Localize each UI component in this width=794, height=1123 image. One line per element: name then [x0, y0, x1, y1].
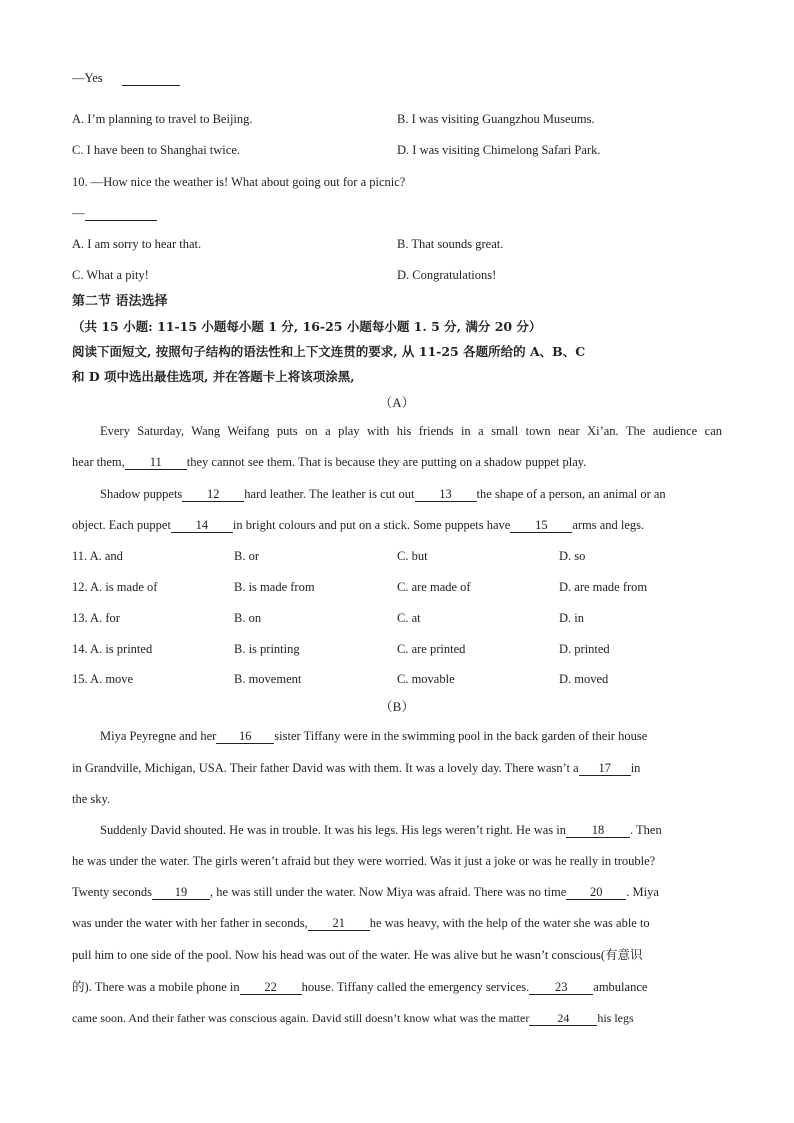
q14-option-c[interactable]: C. are printed [397, 642, 466, 656]
q10-option-d[interactable]: D. Congratulations! [397, 268, 497, 282]
blank-21[interactable]: 21 [308, 916, 370, 931]
text-segment: in bright colours and put on a stick. Some puppets have [232, 518, 511, 532]
text-segment: hear them, [72, 455, 125, 469]
q9-option-c[interactable]: C. I have been to Shanghai twice. [72, 143, 241, 157]
q15-option-d[interactable]: D. moved [559, 672, 609, 686]
passage-b-line8: pull him to one side of the pool. Now his head was out of the water. He was alive but he wasn’t conscious(有意识 [72, 948, 643, 962]
text-segment: object. Each puppet [72, 518, 171, 532]
text-segment: sister Tiffany were in the swimming pool in the back garden of their house [274, 729, 648, 743]
q13-option-b[interactable]: B. on [234, 611, 262, 625]
q13-option-c[interactable]: C. at [397, 611, 421, 625]
passage-a-line4 [72, 517, 644, 533]
q10-option-b[interactable]: B. That sounds great. [397, 237, 504, 251]
q14-option-d[interactable]: D. printed [559, 642, 610, 656]
q9-reply: —Yes [72, 71, 103, 85]
text-segment: in Grandville, Michigan, USA. Their father David was with them. It was a lovely day. There wasn’t a [72, 761, 579, 775]
text-segment: Miya Peyregne and her [100, 729, 217, 743]
blank-23[interactable]: 23 [529, 980, 593, 995]
text-segment: ambulance [593, 980, 648, 994]
q15-option-a[interactable]: 15. A. move [72, 672, 134, 686]
q14-option-a[interactable]: 14. A. is printed [72, 642, 153, 656]
q10-option-c[interactable]: C. What a pity! [72, 268, 149, 282]
q15-option-b[interactable]: B. movement [234, 672, 302, 686]
blank-16[interactable]: 16 [216, 729, 274, 744]
passage-b-line4 [100, 822, 662, 838]
text-segment: Shadow puppets [100, 487, 183, 501]
blank-20[interactable]: 20 [566, 885, 626, 900]
passage-b-line2 [72, 760, 640, 776]
q10-option-a[interactable]: A. I am sorry to hear that. [72, 237, 202, 251]
passage-b-line5: he was under the water. The girls weren’t afraid but they were worried. Was it just a joke or was he really in trouble? [72, 854, 656, 868]
blank-24[interactable]: 24 [529, 1011, 597, 1026]
section-score-note: （共 15 小题: 11-15 小题每小题 1 分, 16-25 小题每小题 1. 5 分, 满分 20 分） [72, 319, 542, 334]
q11-option-a[interactable]: 11. A. and [72, 549, 123, 563]
section-title: 第二节 语法选择 [72, 294, 168, 309]
text-segment: 的). There was a mobile phone in [72, 980, 240, 994]
passage-a-line3 [100, 486, 666, 502]
text-segment: they cannot see them. That is because they are putting on a shadow puppet play. [186, 455, 587, 469]
blank-15[interactable]: 15 [510, 518, 572, 533]
text-segment: was under the water with her father in seconds, [72, 916, 308, 930]
q12-option-d[interactable]: D. are made from [559, 580, 648, 594]
q9-answer-blank[interactable] [122, 71, 180, 86]
q13-option-a[interactable]: 13. A. for [72, 611, 120, 625]
q10-question: 10. —How nice the weather is! What about going out for a picnic? [72, 175, 406, 189]
text-segment: hard leather. The leather is cut out [244, 487, 415, 501]
text-segment: arms and legs. [572, 518, 645, 532]
passage-a-line2 [72, 454, 586, 470]
passage-b-line9 [72, 979, 647, 995]
q9-option-a[interactable]: A. I’m planning to travel to Beijing. [72, 112, 253, 126]
passage-b-line3: the sky. [72, 792, 111, 806]
text-segment: , he was still under the water. Now Miya was afraid. There was no time [210, 885, 567, 899]
text-segment: . Miya [626, 885, 659, 899]
section-instruction-line2: 和 D 项中选出最佳选项, 并在答题卡上将该项涂黑, [72, 369, 355, 384]
q12-option-c[interactable]: C. are made of [397, 580, 471, 594]
text-segment: his legs [597, 1011, 634, 1025]
passage-b-line7 [72, 915, 650, 931]
text-segment: in [630, 761, 641, 775]
blank-14[interactable]: 14 [171, 518, 233, 533]
passage-b-heading: （B） [379, 699, 415, 714]
passage-b-line1 [100, 728, 647, 744]
text-segment: . Then [630, 823, 662, 837]
text-segment: he was heavy, with the help of the water she was able to [369, 916, 650, 930]
q13-option-d[interactable]: D. in [559, 611, 584, 625]
passage-a-heading: （A） [379, 395, 415, 410]
q12-option-a[interactable]: 12. A. is made of [72, 580, 158, 594]
text-segment: the shape of a person, an animal or an [476, 487, 666, 501]
blank-12[interactable]: 12 [182, 487, 244, 502]
q11-option-d[interactable]: D. so [559, 549, 586, 563]
text-segment: came soon. And their father was conscious again. David still doesn’t know what was the matter [72, 1011, 530, 1025]
text-segment: Twenty seconds [72, 885, 153, 899]
blank-18[interactable]: 18 [566, 823, 630, 838]
blank-13[interactable]: 13 [415, 487, 477, 502]
blank-19[interactable]: 19 [152, 885, 210, 900]
q10-reply-line [72, 205, 157, 221]
q15-option-c[interactable]: C. movable [397, 672, 455, 686]
blank-17[interactable]: 17 [579, 761, 631, 776]
q9-reply-line [72, 70, 180, 86]
passage-b-line6 [72, 884, 659, 900]
q9-option-d[interactable]: D. I was visiting Chimelong Safari Park. [397, 143, 601, 157]
blank-11[interactable]: 11 [125, 455, 187, 470]
passage-a-line1: Every Saturday, Wang Weifang puts on a play with his friends in a small town near Xi’an. The audience can [100, 424, 722, 438]
q12-option-b[interactable]: B. is made from [234, 580, 315, 594]
blank-22[interactable]: 22 [240, 980, 302, 995]
q9-option-b[interactable]: B. I was visiting Guangzhou Museums. [397, 112, 595, 126]
text-segment: house. Tiffany called the emergency services. [301, 980, 530, 994]
text-segment: Suddenly David shouted. He was in trouble. It was his legs. His legs weren’t right. He was in [100, 823, 567, 837]
q11-option-b[interactable]: B. or [234, 549, 259, 563]
passage-b-line10 [72, 1010, 634, 1026]
q14-option-b[interactable]: B. is printing [234, 642, 300, 656]
q10-reply: — [72, 206, 85, 220]
section-instruction-line1: 阅读下面短文, 按照句子结构的语法性和上下文连贯的要求, 从 11-25 各题所给的 A、B、C [72, 344, 586, 359]
q10-answer-blank[interactable] [85, 206, 157, 221]
q11-option-c[interactable]: C. but [397, 549, 428, 563]
